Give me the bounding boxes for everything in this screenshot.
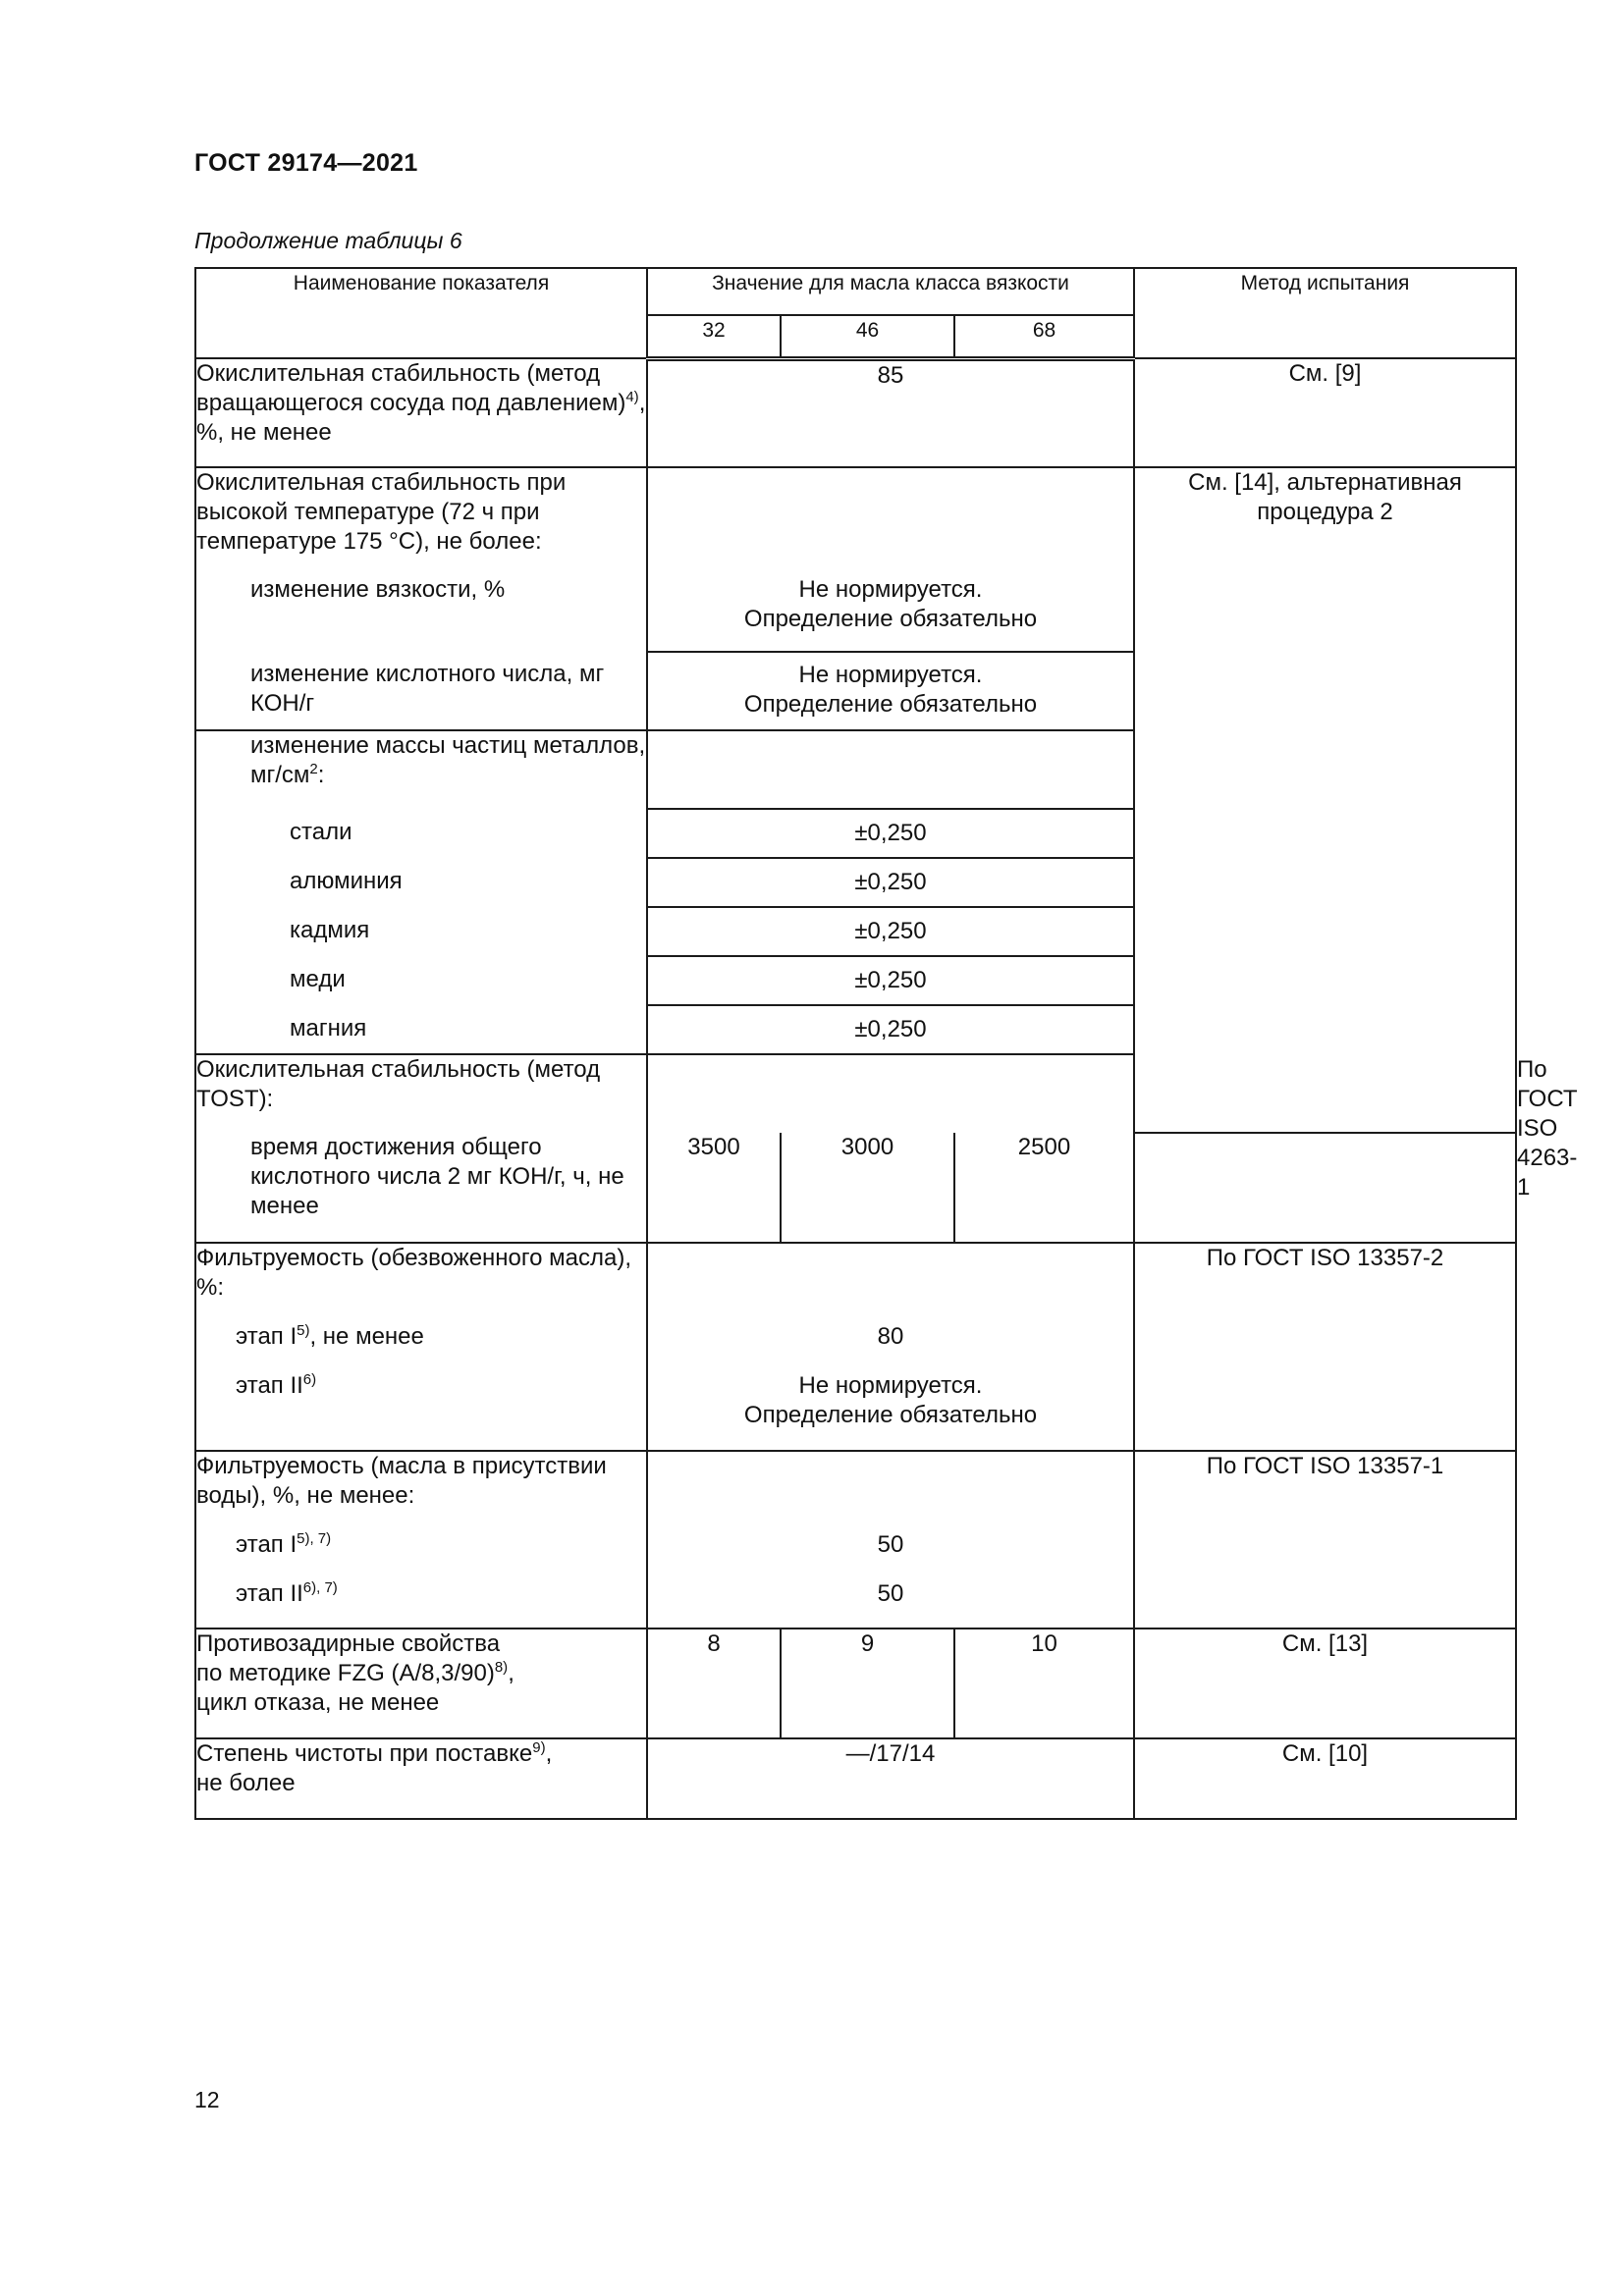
requirements-table: [194, 267, 1578, 1820]
row-filter-dry-name: Фильтруемость (обезвоженного масла), %: этап $I^{5)}$, не менее этап II$^{6)}$: [195, 1243, 647, 1451]
row-filter-wet-method: По ГОСТ ISO 13357-1: [1134, 1451, 1516, 1629]
row-tost-name: Окислительная стабильность (метод TOST):: [195, 1054, 647, 1133]
row-high-temp-name: Окислительная стабильность при высокой температуре (72 ч при температуре 175 °С), не более:: [195, 467, 647, 573]
row-rpvot-name: Окислительная стабильность (метод вращающегося сосуда под давлением)$^{4)}$, %, не менее: [195, 358, 647, 467]
header-class-68: 68: [954, 315, 1134, 358]
row-viscosity-change-value: Не нормируется. Определение обязательно: [647, 573, 1134, 652]
row-filter-wet-name: Фильтруемость (масла в присутствии воды), %, не менее: этап $I^{5), 7)}$ этап $II^{6), 7)}$: [195, 1451, 647, 1629]
row-tost-time: [195, 1133, 1516, 1243]
row-cleanliness-method: См. [10]: [1134, 1738, 1516, 1819]
row-viscosity-change-name: изменение вязкости, %: [195, 573, 647, 652]
header-row-1: [195, 268, 1516, 315]
row-fzg-68: 10: [954, 1629, 1134, 1738]
row-high-temp-method: См. [14], альтернативная процедура 2: [1134, 467, 1516, 1133]
row-cleanliness-value: —/17/14: [647, 1738, 1134, 1819]
row-rpvot-method: См. [9]: [1134, 358, 1516, 467]
row-metal-copper-value: ±0,250: [647, 956, 1134, 1005]
standard-code: ГОСТ 29174—2021: [194, 149, 418, 177]
row-filter-dry: [195, 1243, 1516, 1451]
row-metal-aluminium-name: алюминия: [195, 858, 647, 907]
row-rpvot-value: 85: [647, 358, 1134, 467]
row-high-temp-value-empty: [647, 467, 1134, 573]
row-tost-value-empty: [647, 1054, 1134, 1133]
row-tost: Окислительная стабильность (метод TOST): По ГОСТ ISO 4263-1: [196, 1056, 1578, 1201]
table-caption: Продолжение таблицы 6: [194, 228, 462, 253]
row-metal-cadmium-value: ±0,250: [647, 907, 1134, 956]
row-high-temp: [195, 467, 1516, 573]
row-metal-aluminium-value: ±0,250: [647, 858, 1134, 907]
row-metal-magnesium-value: ±0,250: [647, 1005, 1134, 1054]
row-metals-name: изменение массы частиц металлов, $мг/см^2$:: [195, 730, 647, 809]
header-class-46: 46: [781, 315, 954, 358]
header-method-col: Метод испытания: [1134, 268, 1516, 358]
row-fzg-name: Противозадирные свойства по методике FZG $(A/8,3/90)^{8)}$, цикл отказа, не менее: [195, 1629, 647, 1738]
row-acid-change-value: Не нормируется. Определение обязательно: [647, 652, 1134, 730]
row-tost-time-32: 3500: [647, 1133, 781, 1243]
row-tost-time-68: 2500: [954, 1133, 1134, 1243]
header-values-group: Значение для масла класса вязкости: [647, 268, 1134, 315]
row-metal-steel-value: ±0,250: [647, 809, 1134, 858]
row-tost-time-name: время достижения общего кислотного числа 2 мг КОН/г, ч, не менее: [195, 1133, 647, 1243]
page-number: 12: [194, 2087, 220, 2112]
row-acid-change-name: изменение кислотного числа, мг КОН/г: [195, 652, 647, 730]
row-tost-time-46: 3000: [781, 1133, 954, 1243]
header-name-col: Наименование показателя: [195, 268, 647, 358]
row-filter-wet: [195, 1451, 1516, 1629]
row-fzg-32: 8: [647, 1629, 781, 1738]
row-metals-value-empty: [647, 730, 1134, 809]
row-metal-copper-name: меди: [195, 956, 647, 1005]
row-fzg: [195, 1629, 1516, 1738]
row-cleanliness: [195, 1738, 1516, 1819]
row-rpvot: [195, 358, 1516, 467]
row-metal-steel-name: стали: [195, 809, 647, 858]
row-metal-cadmium-name: кадмия: [195, 907, 647, 956]
row-filter-dry-values: 80 Не нормируется. Определение обязательно: [647, 1243, 1134, 1451]
row-cleanliness-name: Степень чистоты при поставке$^{9)}$, не более: [195, 1738, 647, 1819]
row-metal-magnesium-name: магния: [195, 1005, 647, 1054]
row-fzg-46: 9: [781, 1629, 954, 1738]
row-filter-wet-values: 50 50: [647, 1451, 1134, 1629]
row-fzg-method: См. [13]: [1134, 1629, 1516, 1738]
header-class-32: 32: [647, 315, 781, 358]
row-filter-dry-method: По ГОСТ ISO 13357-2: [1134, 1243, 1516, 1451]
